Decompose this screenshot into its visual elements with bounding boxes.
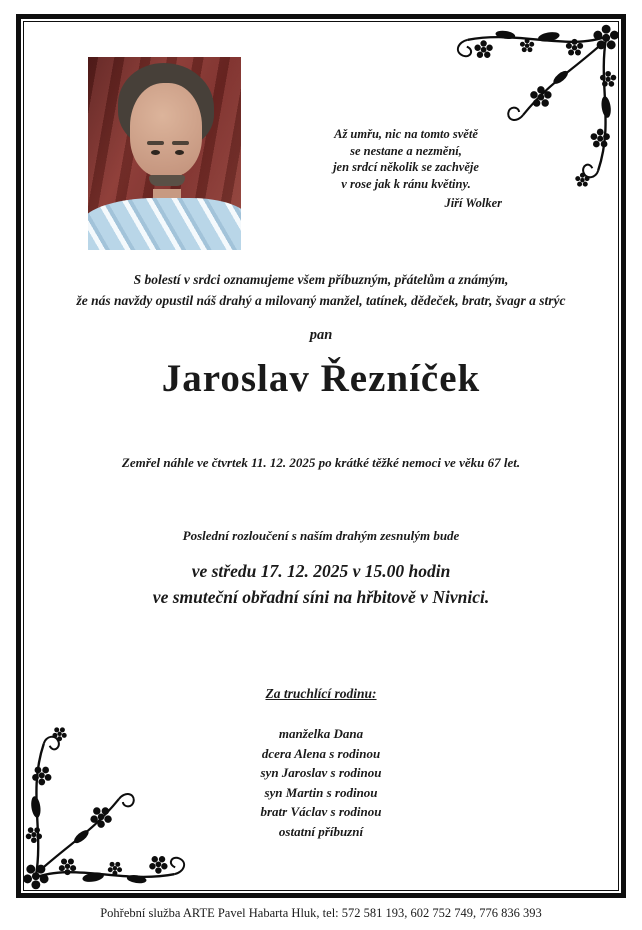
poem-line: jen srdcí několik se zachvěje [333,160,479,174]
funeral-service-footer: Pohřební služba ARTE Pavel Habarta Hluk, tel: 572 581 193, 602 752 749, 776 836 393 [100,906,542,920]
ceremony-line: ve středu 17. 12. 2025 v 15.00 hodin [191,561,451,581]
poem-author: Jiří Wolker [444,196,502,210]
announcement-text [0,270,642,312]
memorial-poem [296,126,516,212]
photo-face [130,83,202,177]
announcement-line: že nás navždy opustil náš drahý a milovaný manžel, tatínek, dědeček, bratr, švagr a strýc [76,292,566,308]
photo-shirt [88,198,241,250]
family-member: dcera Alena s rodinou [261,745,381,761]
ceremony-details [0,558,642,611]
announcement-line: S bolestí v srdci oznamujeme všem příbuzným, přátelům a známým, [133,272,509,287]
deceased-photo [88,57,241,250]
poem-line: Až umřu, nic na tomto světě [334,127,478,141]
photo-brow [172,141,189,145]
deceased-name: Jaroslav Řezníček [161,357,481,400]
family-member: bratr Václav s rodinou [260,804,382,819]
family-member: syn Jaroslav s rodinou [260,765,382,780]
family-list [0,724,642,841]
family-member: manželka Dana [278,726,364,741]
death-notice: Zemřel náhle ve čtvrtek 11. 12. 2025 po krátké těžké nemoci ve věku 67 let. [121,455,521,470]
poem-line: v rose jak k ránu květiny. [341,176,471,191]
poem-line: se nestane a nezmění, [350,143,462,158]
photo-brow [147,141,164,145]
ceremony-line: ve smuteční obřadní síni na hřbitově v Nivnici. [152,587,490,608]
photo-mustache [149,175,185,186]
title-prefix: pan [309,327,333,343]
family-member: syn Martin s rodinou [264,784,378,800]
photo-eye [151,150,160,155]
mourning-heading: Za truchlící rodinu: [265,686,377,701]
family-member: ostatní příbuzní [278,823,364,839]
farewell-intro: Poslední rozloučení s naším drahým zesnulým bude [182,528,460,543]
photo-eye [175,150,184,155]
